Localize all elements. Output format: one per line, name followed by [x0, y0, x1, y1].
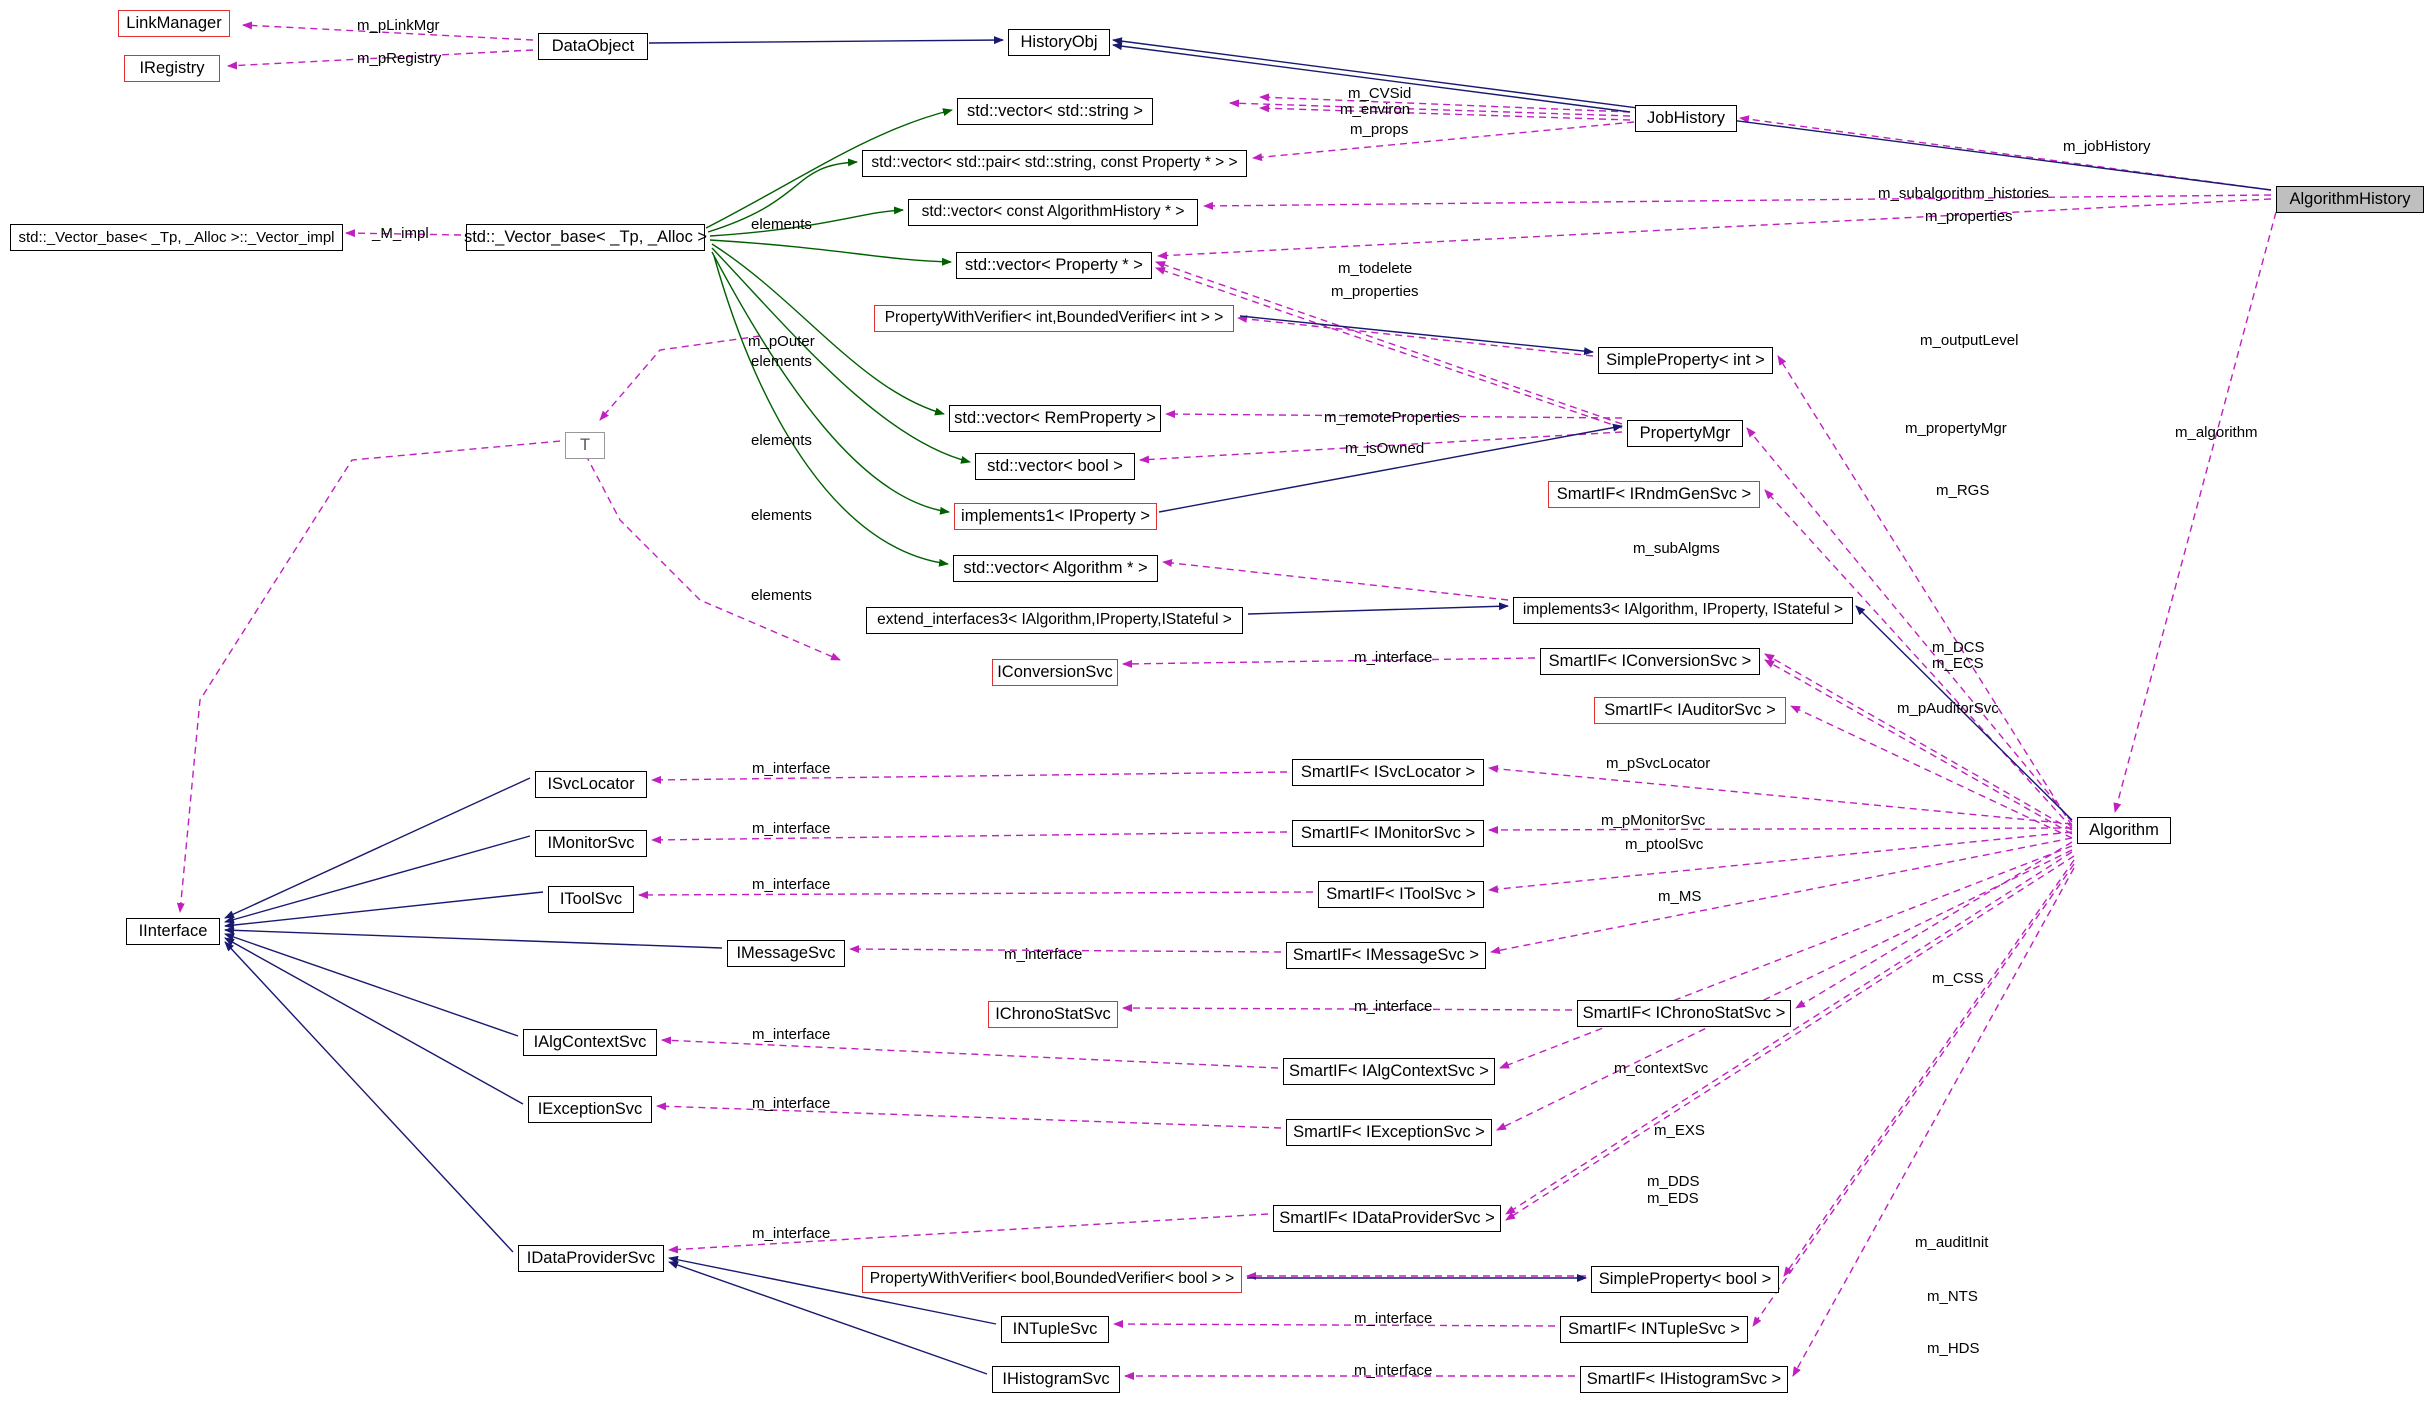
node-label: JobHistory — [1647, 108, 1725, 127]
node-label: IInterface — [138, 921, 208, 940]
node-label: SmartIF< IMonitorSvc > — [1300, 823, 1476, 842]
node-label: SmartIF< IDataProviderSvc > — [1279, 1208, 1495, 1227]
edge-label: m_CSS — [1932, 970, 1984, 987]
node-label: SmartIF< ISvcLocator > — [1300, 762, 1476, 781]
node-smartif-imessagesvc[interactable] — [1286, 942, 1486, 969]
edge-label: m_isOwned — [1345, 440, 1425, 457]
node-vector-bool[interactable] — [975, 453, 1135, 480]
node-iexceptionsvc[interactable] — [528, 1096, 652, 1123]
node-smartif-iauditorsvc[interactable] — [1594, 697, 1786, 724]
edge-label: m_ptoolSvc — [1625, 836, 1704, 853]
edge-label: m_properties — [1331, 283, 1419, 300]
node-label: implements1< IProperty > — [961, 506, 1150, 525]
node-label: std::_Vector_base< _Tp, _Alloc >::_Vector_impl — [18, 228, 335, 246]
node-label: SmartIF< IRndmGenSvc > — [1556, 484, 1752, 503]
node-linkmanager[interactable] — [118, 10, 230, 37]
edge-label: m_outputLevel — [1920, 332, 2019, 349]
node-label: SmartIF< IExceptionSvc > — [1293, 1122, 1485, 1141]
node-label: std::vector< RemProperty > — [954, 408, 1156, 427]
edge-label: m_pMonitorSvc — [1601, 812, 1706, 829]
node-ichronostatsvc[interactable] — [988, 1001, 1118, 1028]
node-label: SmartIF< IConversionSvc > — [1548, 651, 1752, 670]
edge-label: m_properties — [1925, 208, 2013, 225]
node-itoolsvc[interactable] — [548, 886, 634, 913]
node-label: IMonitorSvc — [547, 833, 635, 852]
node-label: IConversionSvc — [997, 662, 1113, 681]
node-smartif-itoolsvc[interactable] — [1318, 881, 1484, 908]
node-historyobj[interactable] — [1008, 29, 1110, 56]
edge-label: m_subAlgms — [1633, 540, 1720, 557]
node-label: SmartIF< IHistogramSvc > — [1586, 1369, 1782, 1388]
edge-label: m_pLinkMgr — [357, 17, 440, 34]
node-implements1-iproperty[interactable] — [954, 503, 1157, 530]
node-label: IHistogramSvc — [1002, 1369, 1110, 1388]
node-label: LinkManager — [126, 13, 222, 32]
node-smartif-irndmgensvc[interactable] — [1548, 481, 1760, 508]
node-label: SmartIF< IMessageSvc > — [1292, 945, 1480, 964]
node-t[interactable] — [565, 432, 605, 459]
node-label: SmartIF< INTupleSvc > — [1568, 1319, 1740, 1338]
node-label: SimpleProperty< bool > — [1598, 1269, 1772, 1288]
node-label: implements3< IAlgorithm, IProperty, IStateful > — [1522, 601, 1844, 619]
node-vector-base[interactable] — [463, 224, 708, 251]
edge-label: m_EDS — [1647, 1190, 1699, 1207]
node-label: PropertyWithVerifier< bool,BoundedVerifier< bool > > — [869, 1270, 1235, 1288]
edge-label: m_HDS — [1927, 1340, 1980, 1357]
edge-label: m_pOuter — [748, 333, 815, 350]
node-propertywithverifier-bool[interactable] — [862, 1266, 1242, 1293]
node-label: SmartIF< IAlgContextSvc > — [1289, 1061, 1489, 1080]
node-label: IDataProviderSvc — [526, 1248, 656, 1267]
edge-label: m_jobHistory — [2063, 138, 2151, 155]
edge-label: m_interface — [752, 760, 831, 777]
node-smartif-ichronostatsvc[interactable] — [1577, 1000, 1791, 1027]
edge-label: m_auditInit — [1915, 1234, 1989, 1251]
edge-label: m_MS — [1658, 888, 1702, 905]
edge-label: m_algorithm — [2175, 424, 2258, 441]
node-simpleproperty-bool[interactable] — [1591, 1266, 1779, 1293]
node-label: IRegistry — [139, 58, 205, 77]
node-label: IAlgContextSvc — [533, 1032, 647, 1051]
edge-label: m_todelete — [1338, 260, 1413, 277]
edge-label: elements — [751, 353, 812, 370]
node-label: DataObject — [551, 36, 635, 55]
node-vector-remproperty[interactable] — [949, 405, 1161, 432]
node-propertywithverifier-int[interactable] — [874, 305, 1234, 332]
node-label: std::vector< Property * > — [965, 255, 1143, 274]
edge-label: m_DDS — [1647, 1173, 1700, 1190]
node-simpleproperty-int[interactable] — [1598, 347, 1773, 374]
node-ialgcontextsvc[interactable] — [523, 1029, 657, 1056]
edge-label: elements — [751, 587, 812, 604]
edge-label: elements — [751, 216, 812, 233]
edge-label: m_interface — [1354, 998, 1433, 1015]
node-vector-string[interactable] — [957, 98, 1153, 125]
node-label: std::_Vector_base< _Tp, _Alloc > — [463, 227, 708, 246]
node-intuplesvc[interactable] — [1001, 1316, 1109, 1343]
node-label: SmartIF< IAuditorSvc > — [1604, 700, 1776, 719]
node-label: IExceptionSvc — [537, 1099, 643, 1118]
edge-label: m_interface — [752, 1095, 831, 1112]
edge-label: m_ECS — [1932, 655, 1984, 672]
edge-label: elements — [751, 507, 812, 524]
edge-label: m_CVSid — [1348, 85, 1412, 102]
node-vector-algorithm-ptr[interactable] — [953, 555, 1158, 582]
node-smartif-ialgcontextsvc[interactable] — [1283, 1058, 1495, 1085]
node-iregistry[interactable] — [124, 55, 220, 82]
node-label: std::vector< Algorithm * > — [963, 558, 1148, 577]
node-imonitorsvc[interactable] — [535, 830, 647, 857]
node-ihistogramsvc[interactable] — [992, 1366, 1120, 1393]
edge-label: m_interface — [1354, 1310, 1433, 1327]
node-vector-const-algorithmhistory[interactable] — [908, 199, 1198, 226]
edge-label: m_propertyMgr — [1905, 420, 2007, 437]
node-smartif-iconversionsvc[interactable] — [1540, 648, 1760, 675]
node-propertymgr[interactable] — [1627, 420, 1743, 447]
edge-label: m_pRegistry — [357, 50, 442, 67]
node-label: Algorithm — [2089, 820, 2159, 839]
node-label: std::vector< bool > — [987, 456, 1123, 475]
edge-label: m_interface — [752, 820, 831, 837]
node-label: SmartIF< IChronoStatSvc > — [1582, 1003, 1786, 1022]
node-label: std::vector< std::string > — [966, 101, 1144, 120]
node-algorithm[interactable] — [2077, 817, 2171, 844]
node-vector-base-vector-impl[interactable] — [10, 224, 343, 251]
node-smartif-iexceptionsvc[interactable] — [1286, 1119, 1492, 1146]
edge-label: m_interface — [1354, 649, 1433, 666]
edge-label: m_NTS — [1927, 1288, 1978, 1305]
edge-label: m_pAuditorSvc — [1897, 700, 1999, 717]
edge-label: m_props — [1350, 121, 1409, 138]
node-label: AlgorithmHistory — [2289, 189, 2411, 208]
node-extend-interfaces3[interactable] — [866, 607, 1243, 634]
node-label: HistoryObj — [1020, 32, 1098, 51]
node-label: SimpleProperty< int > — [1606, 350, 1765, 369]
node-iinterface[interactable] — [126, 918, 220, 945]
node-label: std::vector< const AlgorithmHistory * > — [921, 203, 1185, 221]
node-label: IMessageSvc — [736, 943, 836, 962]
node-smartif-idataprovidersvc[interactable] — [1273, 1205, 1501, 1232]
node-smartif-intuplesvc[interactable] — [1560, 1316, 1748, 1343]
node-vector-property-ptr[interactable] — [956, 252, 1152, 279]
edge-label: m_RGS — [1936, 482, 1990, 499]
edge-label: m_pSvcLocator — [1606, 755, 1711, 772]
node-label: ISvcLocator — [547, 774, 635, 793]
edge-label: m_interface — [1004, 946, 1083, 963]
node-iconversionsvc[interactable] — [992, 659, 1118, 686]
node-label: extend_interfaces3< IAlgorithm,IProperty,IStateful > — [877, 611, 1232, 629]
edge-label: _M_impl — [372, 225, 429, 242]
edge-label: elements — [751, 432, 812, 449]
node-label: INTupleSvc — [1012, 1319, 1098, 1338]
node-implements3[interactable] — [1513, 597, 1853, 624]
node-smartif-imonitorsvc[interactable] — [1292, 820, 1484, 847]
edge-label: m_DCS — [1932, 639, 1985, 656]
edge-label: m_interface — [752, 1026, 831, 1043]
node-label: PropertyMgr — [1639, 423, 1731, 442]
node-smartif-isvclocator[interactable] — [1292, 759, 1484, 786]
node-smartif-ihistogramsvc[interactable] — [1580, 1366, 1788, 1393]
edge-label: m_interface — [752, 1225, 831, 1242]
node-imessagesvc[interactable] — [727, 940, 845, 967]
edge-label: m_contextSvc — [1614, 1060, 1709, 1077]
node-label: std::vector< std::pair< std::string, const Property * > > — [871, 154, 1238, 172]
edge-label: m_EXS — [1654, 1122, 1705, 1139]
node-algorithmhistory[interactable] — [2276, 186, 2424, 213]
node-vector-pair-string-property[interactable] — [862, 150, 1247, 177]
node-label: SmartIF< IToolSvc > — [1326, 884, 1476, 903]
node-label: IToolSvc — [559, 889, 623, 908]
node-label: T — [579, 435, 591, 454]
node-label: IChronoStatSvc — [995, 1004, 1111, 1023]
edge-label: m_environ — [1340, 101, 1411, 118]
node-dataobject[interactable] — [538, 33, 648, 60]
edge-label: m_remoteProperties — [1324, 409, 1460, 426]
edge-label: m_subalgorithm_histories — [1878, 185, 2049, 202]
node-jobhistory[interactable] — [1635, 105, 1737, 132]
node-isvclocator[interactable] — [535, 771, 647, 798]
edge-label: m_interface — [752, 876, 831, 893]
node-label: PropertyWithVerifier< int,BoundedVerifier< int > > — [884, 309, 1224, 327]
node-idataprovidersvc[interactable] — [518, 1245, 664, 1272]
edge-label: m_interface — [1354, 1362, 1433, 1379]
